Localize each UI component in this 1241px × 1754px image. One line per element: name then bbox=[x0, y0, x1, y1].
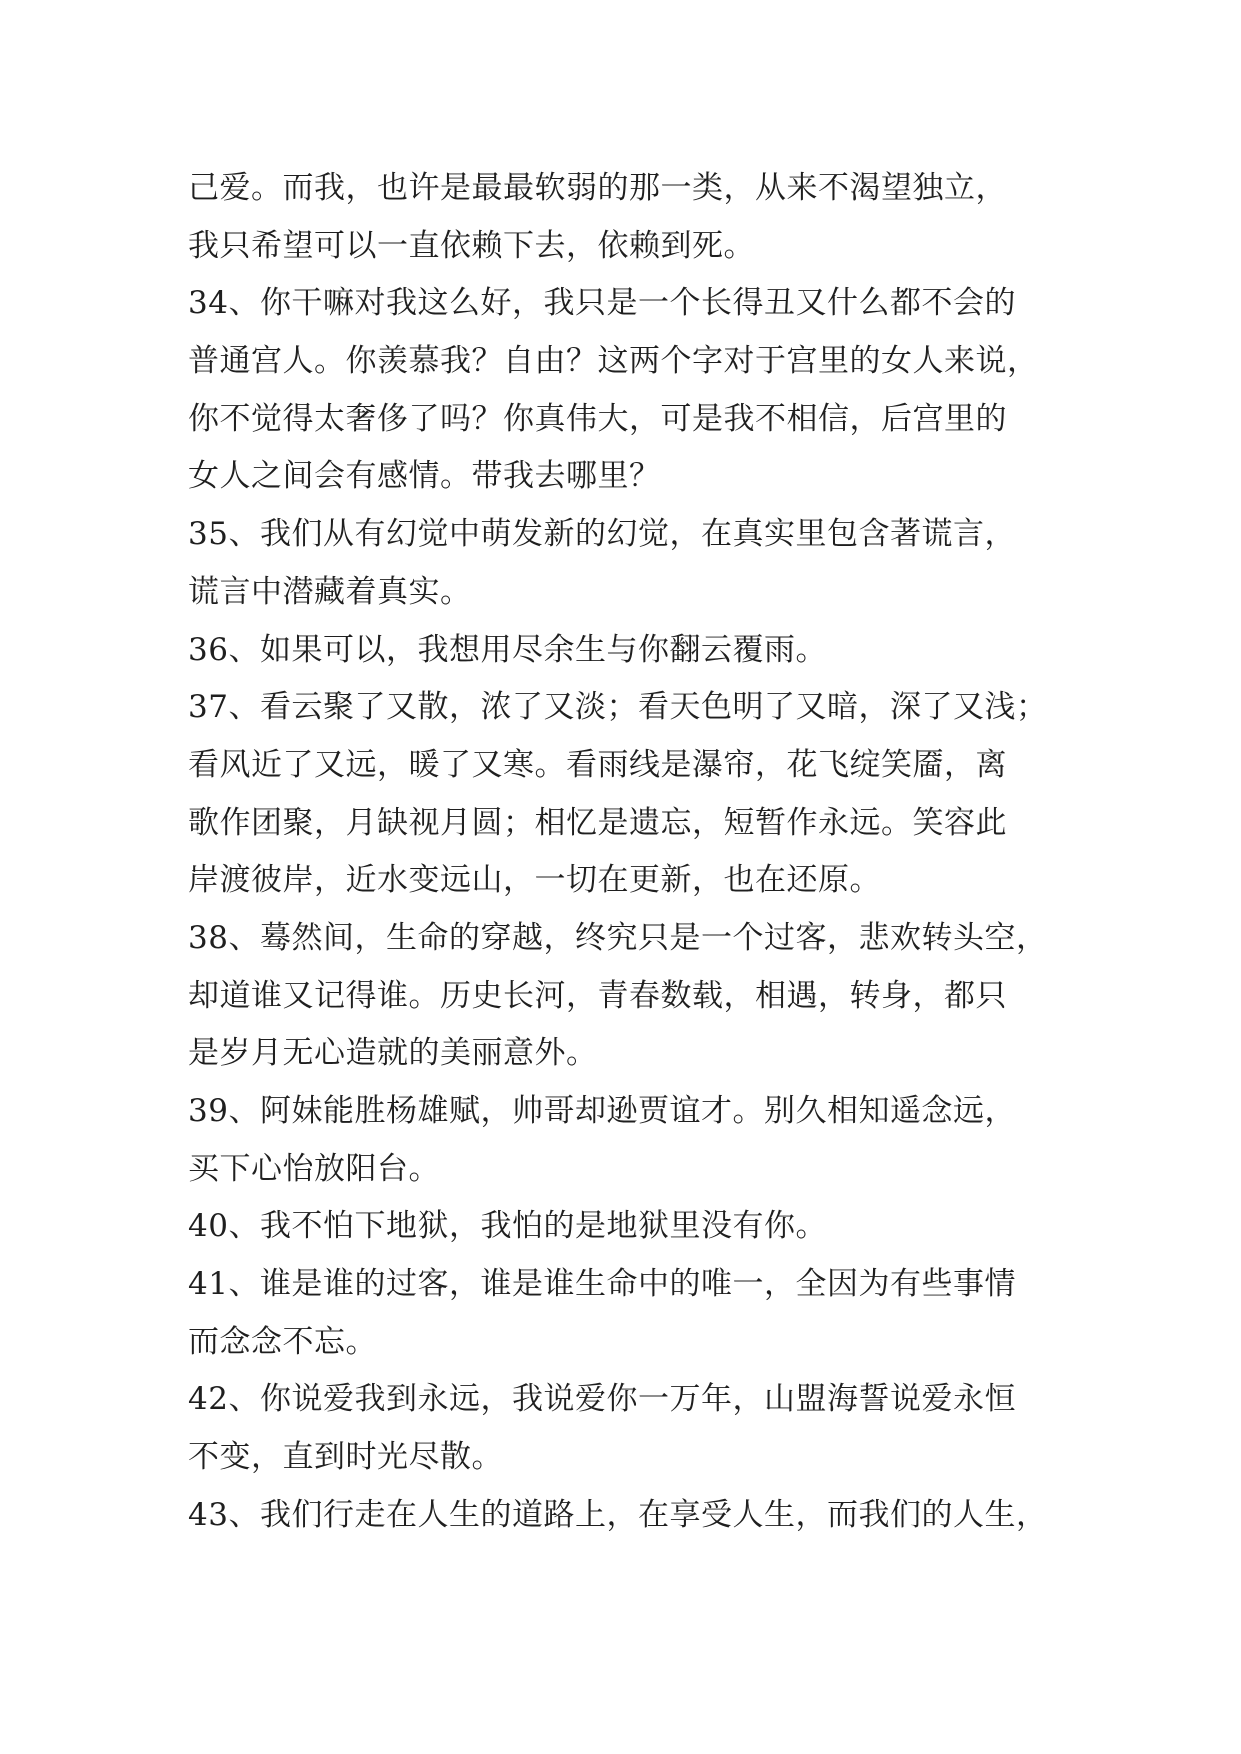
text-line: 40、我不怕下地狱，我怕的是地狱里没有你。 bbox=[188, 1208, 827, 1245]
text-line: 你不觉得太奢侈了吗？你真伟大，可是我不相信，后宫里的 bbox=[188, 400, 1007, 437]
text-line: 而念念不忘。 bbox=[188, 1323, 377, 1360]
text-line: 36、如果可以，我想用尽余生与你翻云覆雨。 bbox=[188, 631, 827, 668]
text-line: 谎言中潜藏着真实。 bbox=[188, 573, 472, 610]
text-line: 不变，直到时光尽散。 bbox=[188, 1439, 503, 1476]
text-line: 42、你说爱我到永远，我说爱你一万年，山盟海誓说爱永恒 bbox=[188, 1381, 1016, 1418]
text-line: 普通宫人。你羡慕我？自由？这两个字对于宫里的女人来说， bbox=[188, 343, 1039, 380]
body-text bbox=[188, 160, 1068, 1545]
text-line: 歌作团聚，月缺视月圆；相忆是遗忘，短暂作永远。笑容此 bbox=[188, 804, 1007, 841]
text-line: 35、我们从有幻觉中萌发新的幻觉，在真实里包含著谎言， bbox=[188, 516, 1016, 553]
text-line: 39、阿妹能胜杨雄赋，帅哥却逊贾谊才。别久相知遥念远， bbox=[188, 1093, 1016, 1129]
text-line: 37、看云聚了又散，浓了又淡；看天色明了又暗，深了又浅； bbox=[188, 689, 1048, 726]
text-line: 是岁月无心造就的美丽意外。 bbox=[188, 1035, 598, 1072]
text-line: 38、蓦然间，生命的穿越，终究只是一个过客，悲欢转头空， bbox=[188, 919, 1048, 956]
text-line: 34、你干嘛对我这么好，我只是一个长得丑又什么都不会的 bbox=[188, 285, 1016, 322]
text-line: 看风近了又远，暖了又寒。看雨线是瀑帘，花飞绽笑靥，离 bbox=[188, 746, 1007, 783]
text-line: 却道谁又记得谁。历史长河，青春数载，相遇，转身，都只 bbox=[188, 977, 1007, 1014]
text-line: 己爱。而我，也许是最最软弱的那一类，从来不渴望独立， bbox=[188, 170, 1007, 206]
text-line: 岸渡彼岸，近水变远山，一切在更新，也在还原。 bbox=[188, 862, 881, 899]
text-line: 43、我们行走在人生的道路上，在享受人生，而我们的人生， bbox=[188, 1496, 1048, 1533]
text-line: 女人之间会有感情。带我去哪里？ bbox=[188, 458, 661, 495]
text-line: 41、谁是谁的过客，谁是谁生命中的唯一，全因为有些事情 bbox=[188, 1266, 1016, 1303]
text-line: 我只希望可以一直依赖下去，依赖到死。 bbox=[188, 227, 755, 264]
text-line: 买下心怡放阳台。 bbox=[188, 1150, 440, 1187]
